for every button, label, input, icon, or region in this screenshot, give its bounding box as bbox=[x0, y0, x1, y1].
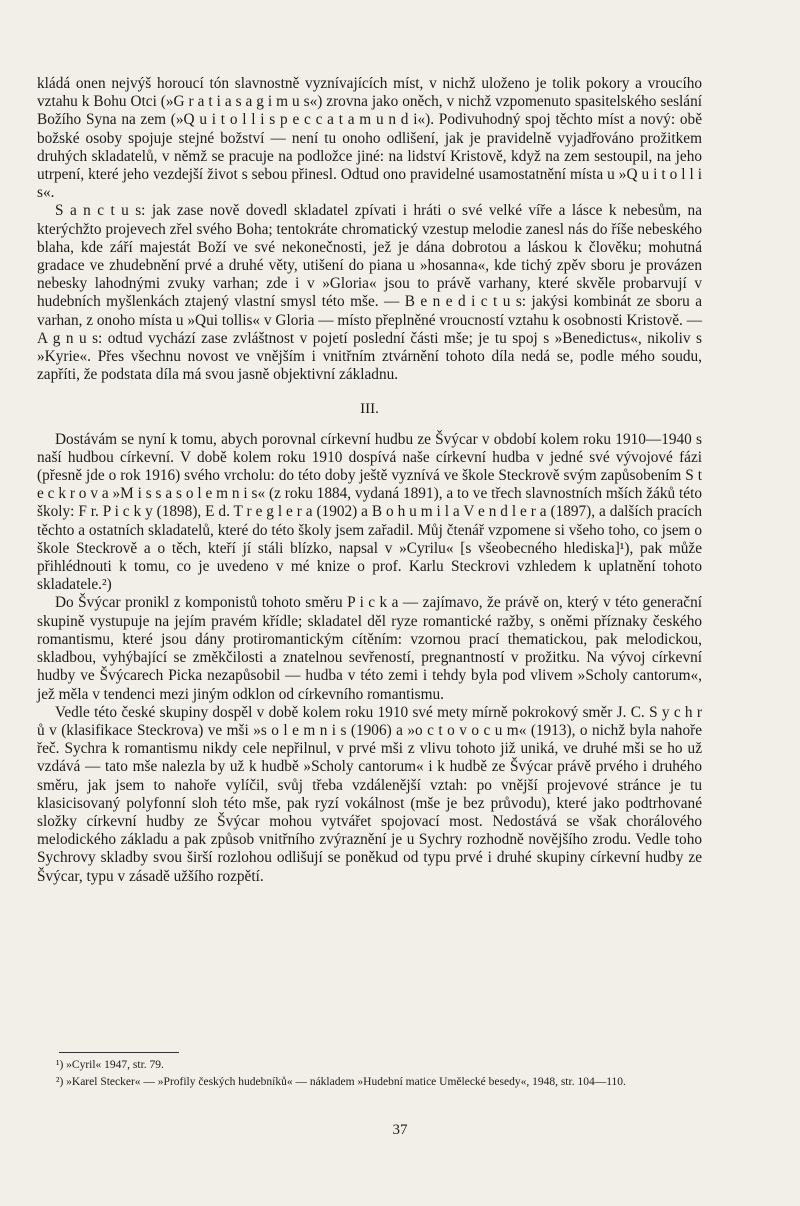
footnote-1: ¹) »Cyril« 1947, str. 79. bbox=[56, 1059, 164, 1071]
paragraph-3: Dostávám se nyní k tomu, abych porovnal církevní hudbu ze Švýcar v období kolem roku 1910—1940 s naší hudbou církevní. V době kolem roku 1910 dospívá naše církevní hudba v jedné své vývojové fázi (přesně jde o rok 1916) svého vrcholu: do této doby ještě vyznívá ve škole Steckrově svým zapůsobením S t e c k r o v a »M i s s a s o l e m n i s« (z roku 1884, vydaná 1891), a to ve třech slavnostních mších žáků této školy: F r. P i c k y (1898), E d. T r e g l e r a (1902) a B o h u m i l a V e n d l e r a (1897), a dalších pracích těchto a ostatních skladatelů, které do této školy jsem zařadil. Můj čtenář vzpomene si všeho toho, co jsem o škole Steckrově a o těch, kteří jí stáli blízko, napsal v »Cyrilu« [s všeobecného hlediska]¹), pak může přihlédnouti k tomu, co je uvedeno v mé knize o prof. Karlu Steckrovi vzhledem k uplatnění tohoto skladatele.²) bbox=[37, 430, 702, 594]
body-text bbox=[37, 75, 702, 886]
page-number: 37 bbox=[392, 1122, 408, 1138]
footnote-2: ²) »Karel Stecker« — »Profily českých hudebníků« — nákladem »Hudební matice Umělecké besedy«, 1948, str. 104—110. bbox=[56, 1075, 626, 1088]
paragraph-5: Vedle této české skupiny dospěl v době kolem roku 1910 své mety mírně pokrokový směr J. C. S y c h r ů v (klasifikace Steckrova) ve mši »s o l e m n i s (1906) a »o c t o v o c u m« (1913), o nichž byla nahoře řeč. Sychra k romantismu nikdy cele nepřilnul, v prvé mši z vlivu tohoto již uniká, ve druhé mši se ho už vzdává — tato mše nalezla by už k hudbě »Scholy cantorum« i k hudbě ze Švýcar právě prvého i druhého směru, jak jsem to nahoře vylíčil, svůj třeba vzdálenější vztah: po vnější projevové stránce je tu klasicisovaný polyfonní sloh této mše, pak ryzí vokálnost (mše je bez průvodu), které jako podtrhované složky církevní hudby ze Švýcar mohou vytvářet spojovací most. Nedostává se však chorálového melodického základu a pak způsob vnitřního zvýraznění je u Sychry rozhodně novějšího zrodu. Vedle toho Sychrovy skladby svou širší rozlohou odlišují se poněkud od typu prvé i druhé skupiny církevní hudby ze Švýcar, typu v zásadě užšího rozpětí. bbox=[37, 703, 702, 885]
footnotes bbox=[38, 1057, 703, 1090]
paragraph-1: kládá onen nejvýš horoucí tón slavnostně vyznívajících míst, v nichž uloženo je tolik pokory a vroucího vztahu k Bohu Otci (»G r a t i a s a g i m u s«) zrovna jako oněch, v nichž vzpomenuto spasitelského seslání Božího Syna na zem (»Q u i t o l l i s p e c c a t a m u n d i«). Podivuhodný spoj těchto míst a nový: obě božské osoby spojuje stejné božství — není tu onoho odlišení, jak je pravidelně vyjadřováno prožitkem druhých skladatelů, v němž se pracuje na podložce jiné: na lidství Kristově, když na zem sestoupil, na jeho utrpení, které jeho vezdejší život s sebou přinesl. Odtud ono pravidelné usamostatnění místa u »Q u i t o l l i s«. bbox=[37, 75, 702, 202]
footnote-rule bbox=[59, 1052, 179, 1053]
section-heading: III. bbox=[360, 401, 379, 418]
paragraph-4: Do Švýcar pronikl z komponistů tohoto směru P i c k a — zajímavo, že právě on, který v této generační skupině vystupuje na jejím pravém křídle; skladatel děl ryze romantické ražby, s oněmi příznaky českého romantismu, které jsou dány protiromantickým cítěním: vzornou prací thematickou, pak melodickou, skladbou, vyhýbající se změkčilosti a znatelnou sevřeností, pregnantností v prožitku. Na vývoj církevní hudby ve Švýcarech Picka nezapůsobil — hudba v této zemi i tehdy byla pod vlivem »Scholy cantorum«, jež měla v tendenci mezi jiným odklon od církevního romantismu. bbox=[37, 594, 702, 703]
paragraph-2: S a n c t u s: jak zase nově dovedl skladatel zpívati i hráti o své velké víře a lásce k nebesům, na kterýchžto projevech zřel svého Boha; tentokráte chromatický vzestup melodie zanesl nás do říše nebeského blaha, kde září majestát Boží ve své nekonečnosti, jež je dána dobrotou a láskou k člověku; mohutná gradace ve zhudebnění prvé a druhé věty, utišení do piana u »hosanna«, kde tichý zpěv sboru je provázen nebesky lahodnými zvuky varhan; zde i v »Gloria« jsou to právě varhany, které skvěle probarvují v hudebních myšlenkách ztajený vlastní smysl této mše. — B e n e d i c t u s: jakýsi kombinát ze sboru a varhan, z onoho místa u »Qui tollis« v Gloria — místo přeplněné vroucností vztahu k osobnosti Kristově. — A g n u s: odtud vychází zase zvláštnost v pojetí poslední části mše; je tu spoj s »Benedictus«, nikoliv s »Kyrie«. Přes všechnu novost ve vnějším i vnitřním ztvárnění tohoto díla nedá se, podle mého soudu, zapříti, že podstata díla má svou jasně objektivní základnu. bbox=[37, 202, 702, 384]
